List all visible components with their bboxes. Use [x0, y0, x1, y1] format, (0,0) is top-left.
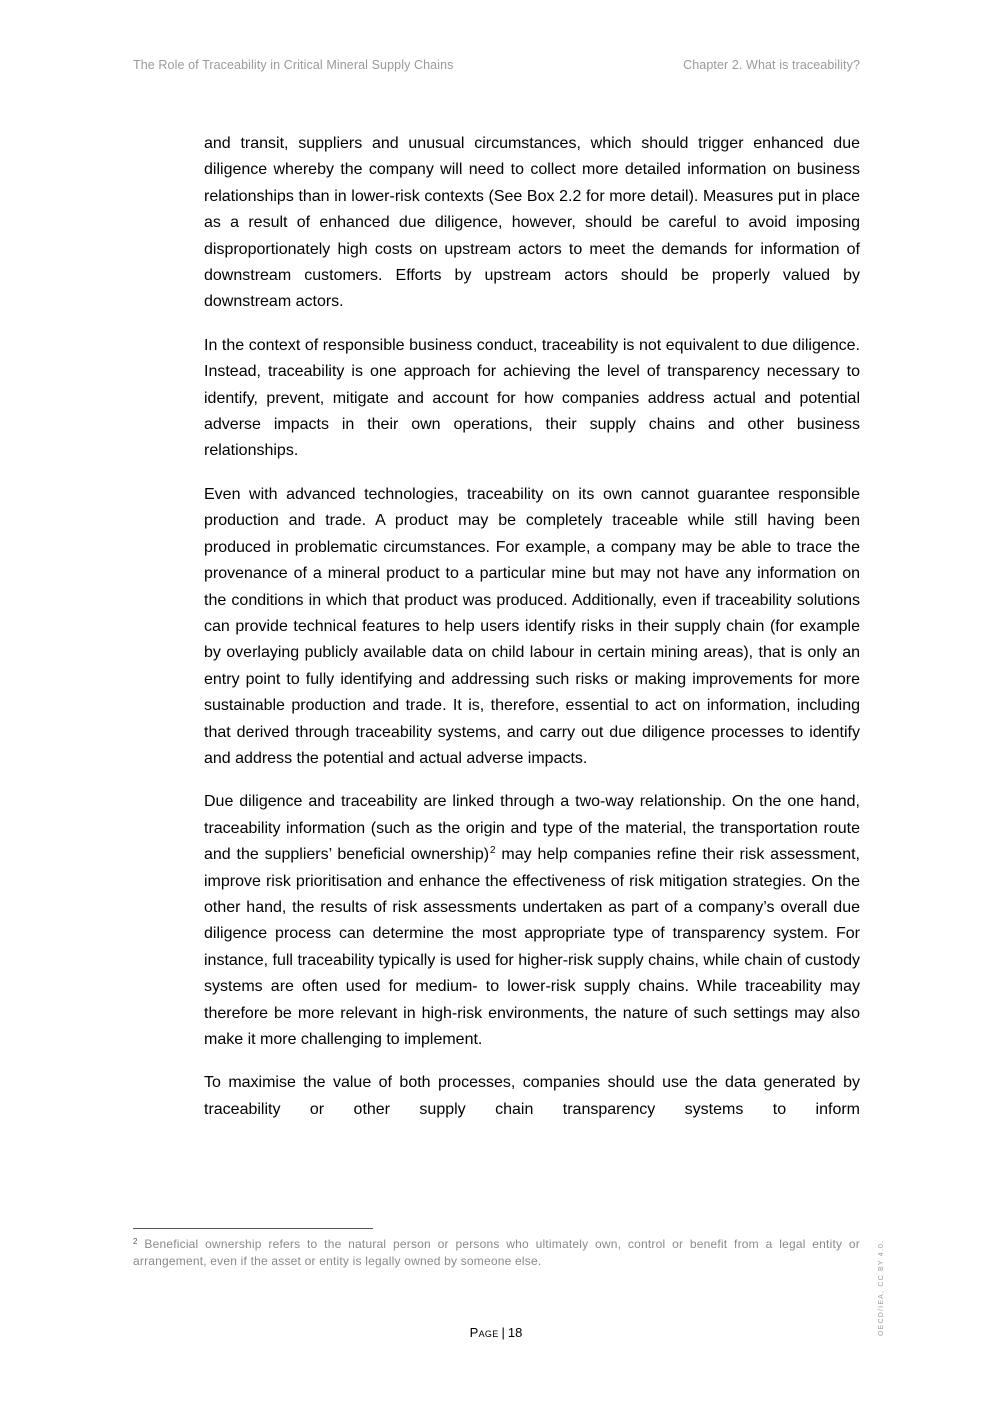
page-label: Page — [469, 1325, 499, 1340]
page-number-value: 18 — [507, 1325, 523, 1340]
paragraph-5: To maximise the value of both processes, companies should use the data generated by traceability or other supply chain transparency systems to inform — [204, 1074, 860, 1118]
paragraph-4 — [204, 789, 860, 1053]
paragraph-1: and transit, suppliers and unusual circumstances, which should trigger enhanced due diligence whereby the company will need to collect more detailed information on business relationships than in lower-risk contexts (See Box 2.2 for more detail). Measures put in place as a result of enhanced due diligence, however, should be careful to avoid imposing disproportionately high costs on upstream actors to meet the demands for information of downstream customers. Efforts by upstream actors should be properly valued by downstream actors. — [204, 135, 860, 311]
running-header — [133, 58, 860, 72]
copyright-notice: OECD/IEA, CC BY 4.0. — [878, 1239, 885, 1336]
footnote-reference[interactable]: 2 — [490, 845, 496, 857]
footnote-text: Beneficial ownership refers to the natural person or persons who ultimately own, control or benefit from a legal entity or arrangement, even if the asset or entity is legally owned by someone else. — [133, 1237, 860, 1268]
footnote-number: 2 — [133, 1237, 138, 1246]
paragraph-2: In the context of responsible business conduct, traceability is not equivalent to due diligence. Instead, traceability is one approach for achieving the level of transparency necessary to identify, prevent, mitigate and account for how companies address actual and potential adverse impacts in their own operations, their supply chains and other business relationships. — [204, 336, 860, 460]
paragraph-3: Even with advanced technologies, traceability on its own cannot guarantee responsible production and trade. A product may be completely traceable while still having been produced in problematic circumstances. For example, a company may be able to trace the provenance of a mineral product to a particular mine but may not have any information on the conditions in which that product was produced. Additionally, even if traceability solutions can provide technical features to help users identify risks in their supply chain (for example by overlaying publicly available data on child labour in certain mining areas), that is only an entry point to fully identifying and addressing such risks or making improvements for more sustainable production and trade. It is, therefore, essential to act on information, including that derived through traceability systems, and carry out due diligence processes to identify and address the potential and actual adverse impacts. — [204, 485, 860, 767]
paragraph-4-text-before-ref: Due diligence and traceability are linked through a two-way relationship. On the one hand, traceability information (such as the origin and type of the material, the transportation route and the suppliers’ beneficial ownership) — [204, 793, 860, 864]
page-separator: | — [501, 1325, 505, 1340]
header-chapter-title: Chapter 2. What is traceability? — [683, 58, 860, 72]
page-number — [0, 1325, 992, 1340]
footnote — [133, 1236, 860, 1270]
body-text — [204, 131, 860, 1140]
header-document-title: The Role of Traceability in Critical Mineral Supply Chains — [133, 58, 454, 72]
paragraph-4-text-after-ref: may help companies refine their risk assessment, improve risk prioritisation and enhance the effectiveness of risk mitigation strategies. On the other hand, the results of risk assessments undertaken as part of a company’s overall due diligence process can determine the most appropriate type of transparency system. For instance, full traceability typically is used for higher-risk supply chains, while chain of custody systems are often used for medium- to lower-risk supply chains. While traceability may therefore be more relevant in high-risk environments, the nature of such settings may also make it more challenging to implement. — [204, 846, 860, 1048]
footnote-divider — [133, 1228, 373, 1229]
